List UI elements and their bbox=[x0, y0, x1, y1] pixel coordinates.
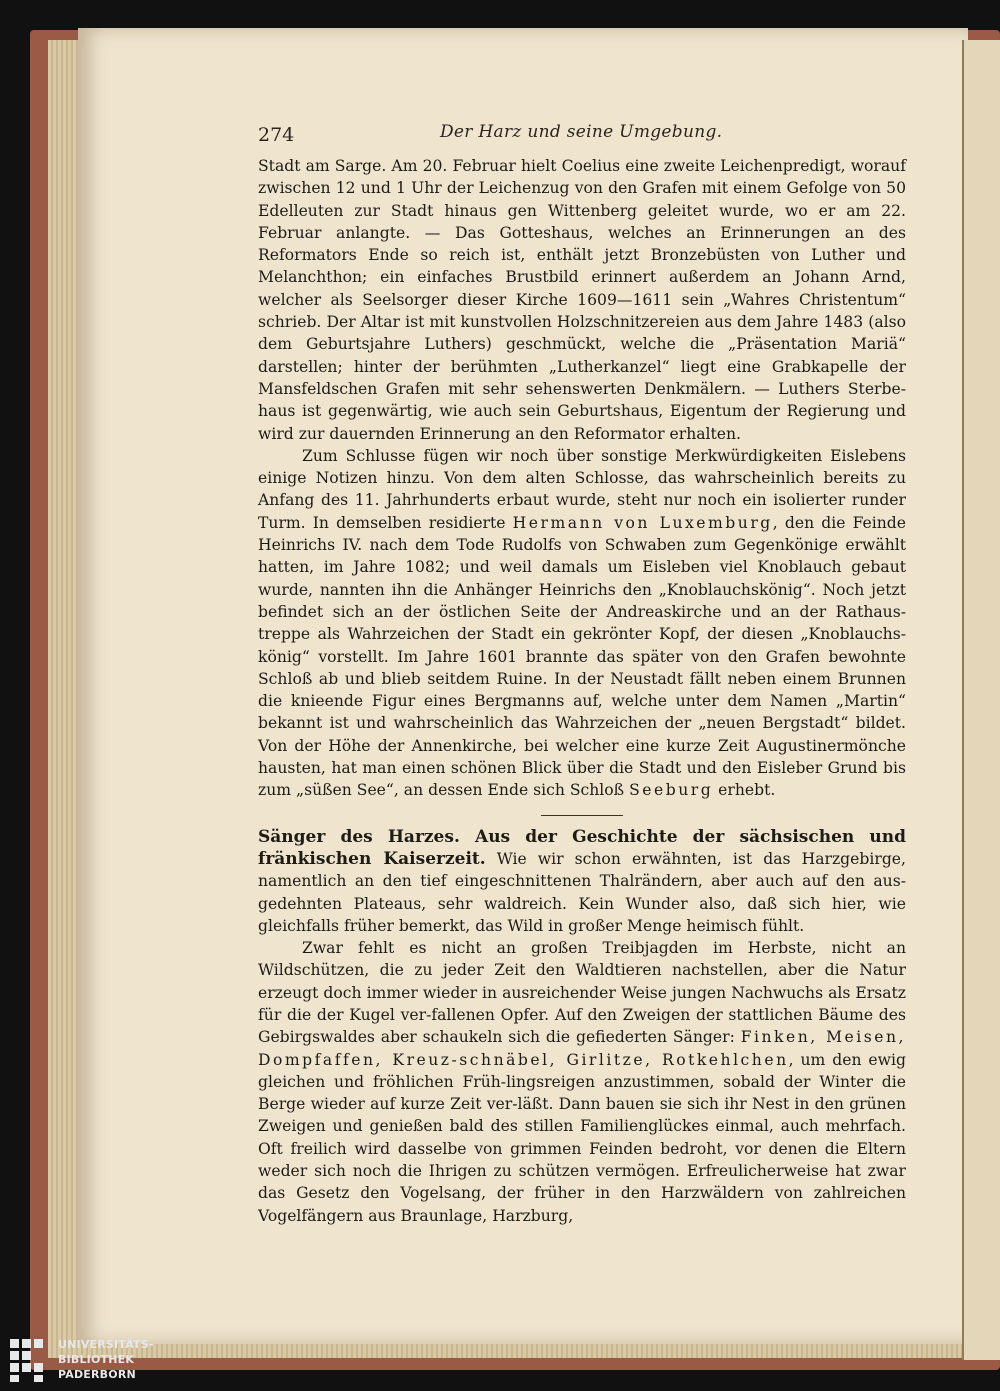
section-divider bbox=[541, 815, 623, 816]
paragraph-text: , um den ewig gleichen und fröhlichen Früh-lingsreigen anzustimmen, sobald der Winter die Berge wieder auf kurze Zeit ver-läßt. Dann bauen sie sich ihr Nest in den grünen Zweigen und genießen bald des stillen Familienglückes einmal, auch mehrfach. Oft freilich wird dasselbe von grimmen Feinden bedroht, vor denen die Eltern weder sich noch die Ihrigen zu schützen vermögen. Erfreulicherweise hat zwar das Gesetz den Vogelsang, der früher in den Harzwäldern von zahlreichen Vogelfängern aus Braunlage, Harzburg, bbox=[258, 1050, 906, 1225]
logo-line: BIBLIOTHEK bbox=[58, 1353, 135, 1366]
paragraph-text: Zwar fehlt es nicht an großen Treibjagden im Herbste, nicht an Wildschützen, die zu jeder Zeit den Waldtieren nachstellen, aber die Natur erzeugt doch immer wieder in ausreichender Weise jungen Nachwuchs als Ersatz für die der Kugel ver-fallenen Opfer. Auf den Zweigen der stattlichen Bäume des Gebirgswaldes aber schaukeln sich die gefiederten Sänger: bbox=[258, 939, 906, 1047]
logo-line: UNIVERSITÄTS- bbox=[58, 1338, 154, 1351]
paragraph-text: Zum Schlusse fügen wir noch über sonstige Merkwürdigkeiten Eislebens einige Notizen hinzu. Von dem alten Schlosse, das wahrscheinlich bereits zu Anfang des 11. Jahrhunderts erbaut wurde, steht nur noch ein isolierter runder Turm. In demselben residierte bbox=[258, 446, 906, 532]
emphasized-name: Seeburg bbox=[629, 781, 714, 800]
library-logo-text bbox=[58, 1337, 154, 1382]
paragraph-eisleben-church: Stadt am Sarge. Am 20. Februar hielt Coelius eine zweite Leichenpredigt, worauf zwischen 12 und 1 Uhr der Leichenzug von den Grafen mit einem Gefolge von 50 Edelleuten zur Stadt hinaus gen Wittenberg geleitet wurde, wo er am 22. Februar anlangte. — Das Gotteshaus, welches an Erinnerungen an des Reformators Ende so reich ist, enthält jetzt Bronzebüsten von Luther und Melanchthon; ein einfaches Brustbild erinnert außerdem an Johann Arnd, welcher als Seelsorger dieser Kirche 1609—1611 sein „Wahres Christentum“ schrieb. Der Altar ist mit kunstvollen Holzschnitzereien aus dem Jahre 1483 (also dem Geburtsjahre Luthers) geschmückt, welche die „Präsentation Mariä“ darstellen; hinter der berühmten „Lutherkanzel“ liegt eine Grabkapelle der Mansfeldschen Grafen mit sehr sehenswerten Denkmälern. — Luthers Sterbe-haus ist gegenwärtig, wie auch sein Geburtshaus, Eigentum der Regierung und wird zur dauernden Erinnerung an den Reformator erhalten. bbox=[258, 157, 906, 443]
facing-page-edge bbox=[962, 40, 1000, 1360]
library-logo-icon bbox=[8, 1337, 52, 1383]
section-title: Sänger des Harzes. Aus der Geschichte der sächsischen und fränkischen Kaiserzeit. bbox=[258, 826, 906, 869]
logo-line: PADERBORN bbox=[58, 1368, 136, 1381]
paragraph-section-intro bbox=[258, 826, 906, 937]
emphasized-birds: Finken, Meisen, Dompfaffen, Kreuz-schnäbel, Girlitze, Rotkehlchen bbox=[258, 1028, 906, 1069]
paragraph-text: Wie wir schon erwähnten, ist das Harzgebirge, namentlich an den tief eingeschnittenen Thalrändern, aber auch auf den aus-gedehnten Plateaus, sehr waldreich. Kein Wunder also, daß sich hier, wie gleichfalls früher bemerkt, das Wild in großer Menge heimisch fühlt. bbox=[258, 849, 906, 935]
emphasized-name: Hermann von Luxemburg bbox=[512, 513, 773, 532]
paragraph-text: erhebt. bbox=[713, 781, 776, 800]
library-logo bbox=[8, 1333, 168, 1387]
paragraph-eisleben-notes bbox=[258, 445, 906, 802]
running-head: Der Harz und seine Umgebung. bbox=[440, 122, 723, 142]
paragraph-text: , den die Feinde Heinrichs IV. nach dem Tode Rudolfs von Schwaben zum Gegenkönige erwählt hatten, im Jahre 1082; und weil damals um Eisleben viel Knoblauch gebaut wurde, nannten ihn die Anhänger Heinrichs den „Knoblauchskönig“. Noch jetzt befindet sich an der östlichen Seite der Andreaskirche und an der Rathaus-treppe als Wahrzeichen der Stadt ein gekrönter Kopf, der diesen „Knoblauchs-könig“ vorstellt. Im Jahre 1601 brannte das später von den Grafen bewohnte Schloß ab und blieb seitdem Ruine. In der Neustadt fällt neben einem Brunnen die knieende Figur eines Bergmanns auf, welche unter dem Namen „Martin“ bekannt ist und wahrscheinlich das Wahrzeichen der „neuen Bergstadt“ bildet. Von der Höhe der Annenkirche, bei welcher eine kurze Zeit Augustinermönche hausten, hat man einen schönen Blick über die Stadt und den Eisleber Grund bis zum „süßen See“, an dessen Ende sich Schloß bbox=[258, 513, 907, 800]
paragraph-songbirds bbox=[258, 937, 906, 1227]
page-number: 274 bbox=[258, 124, 295, 146]
text-block bbox=[258, 155, 906, 1227]
